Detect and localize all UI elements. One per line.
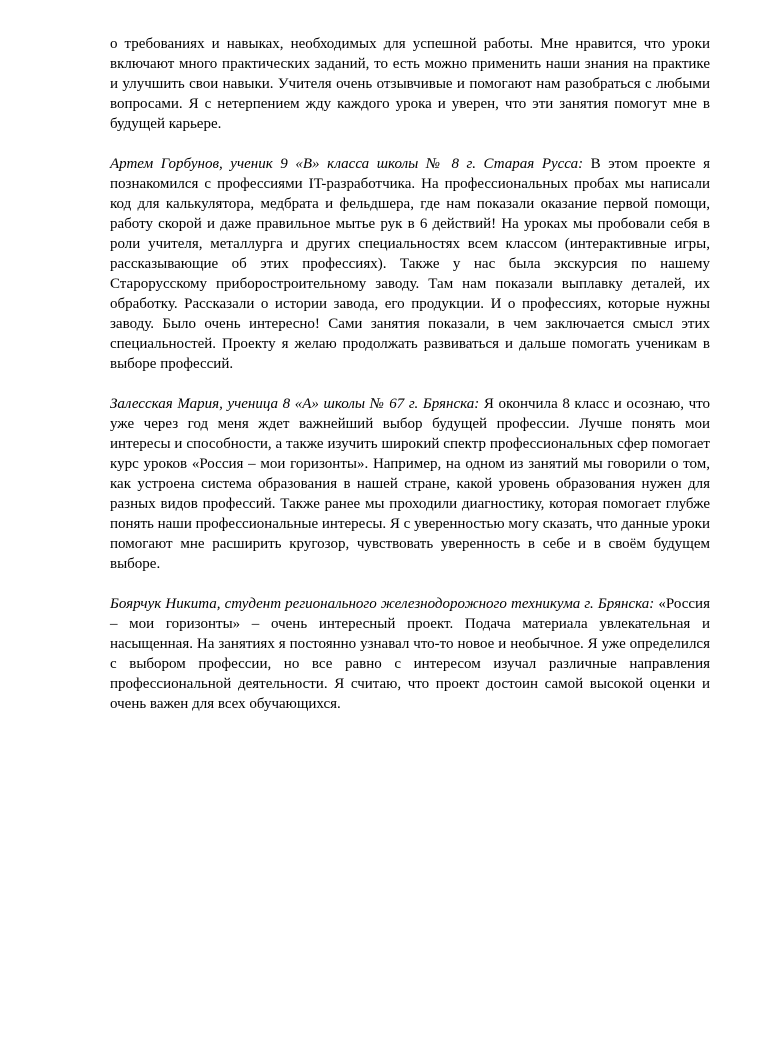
review-text: В этом проекте я познакомился с профессиями IT-разработчика. На профессиональных пробах мы написали код для калькулятора, медбрата и фельдшера, где нам показали оказание первой помощи, работу скорой и даже правильное мытье рук в 6 действий! На уроках мы пробовали себя в роли учителя, металлурга и других специальностях всем классом (интерактивные игры, рассказывающие об этих профессиях). Также у нас была экскурсия по нашему Старорусскому приборостроительному заводу. Там нам показали выплавку деталей, их обработку. Рассказали о истории завода, его продукции. И о профессиях, которые нужны заводу. Было очень интересно! Сами занятия показали, в чем заключается смысл этих специальностей. Проекту я желаю продолжать развиваться и дальше помогать ученикам в выборе профессий. [110, 156, 710, 372]
paragraph-continuation [110, 34, 710, 134]
review-author: Артем Горбунов, ученик 9 «В» класса школы № 8 г. Старая Русса: [110, 156, 584, 172]
document-page [110, 34, 710, 734]
review-text: Я окончила 8 класс и осознаю, что уже через год меня ждет важнейший выбор будущей профессии. Лучше понять мои интересы и способности, а также изучить широкий спектр профессиональных сфер помогает курс уроков «Россия – мои горизонты». Например, на одном из занятий мы говорили о том, как устроена система образования в нашей стране, какой уровень образования нужен для разных видов профессий. Также ранее мы проходили диагностику, которая помогает глубже понять наши профессиональные интересы. Я с уверенностью могу сказать, что данные уроки помогают мне расширить кругозор, чувствовать уверенность в себе и в своём будущем выборе. [110, 396, 710, 572]
review-author: Залесская Мария, ученица 8 «А» школы № 67 г. Брянска: [110, 396, 480, 412]
review-paragraph-boyarchuk [110, 594, 710, 714]
review-author: Боярчук Никита, студент регионального железнодорожного техникума г. Брянска: [110, 596, 655, 612]
review-text: «Россия – мои горизонты» – очень интересный проект. Подача материала увлекательная и насыщенная. На занятиях я постоянно узнавал что-то новое и необычное. Я уже определился с выбором профессии, но все равно с интересом изучал различные направления профессиональной деятельности. Я считаю, что проект достоин самой высокой оценки и очень важен для всех обучающихся. [110, 596, 710, 712]
paragraph-text: о требованиях и навыках, необходимых для успешной работы. Мне нравится, что уроки включают много практических заданий, то есть можно применить наши знания на практике и улучшить свои навыки. Учителя очень отзывчивые и помогают нам разобраться с любыми вопросами. Я с нетерпением жду каждого урока и уверен, что эти занятия помогут мне в будущей карьере. [110, 36, 710, 132]
review-paragraph-gorbunov [110, 154, 710, 374]
review-paragraph-zalesskaya [110, 394, 710, 574]
